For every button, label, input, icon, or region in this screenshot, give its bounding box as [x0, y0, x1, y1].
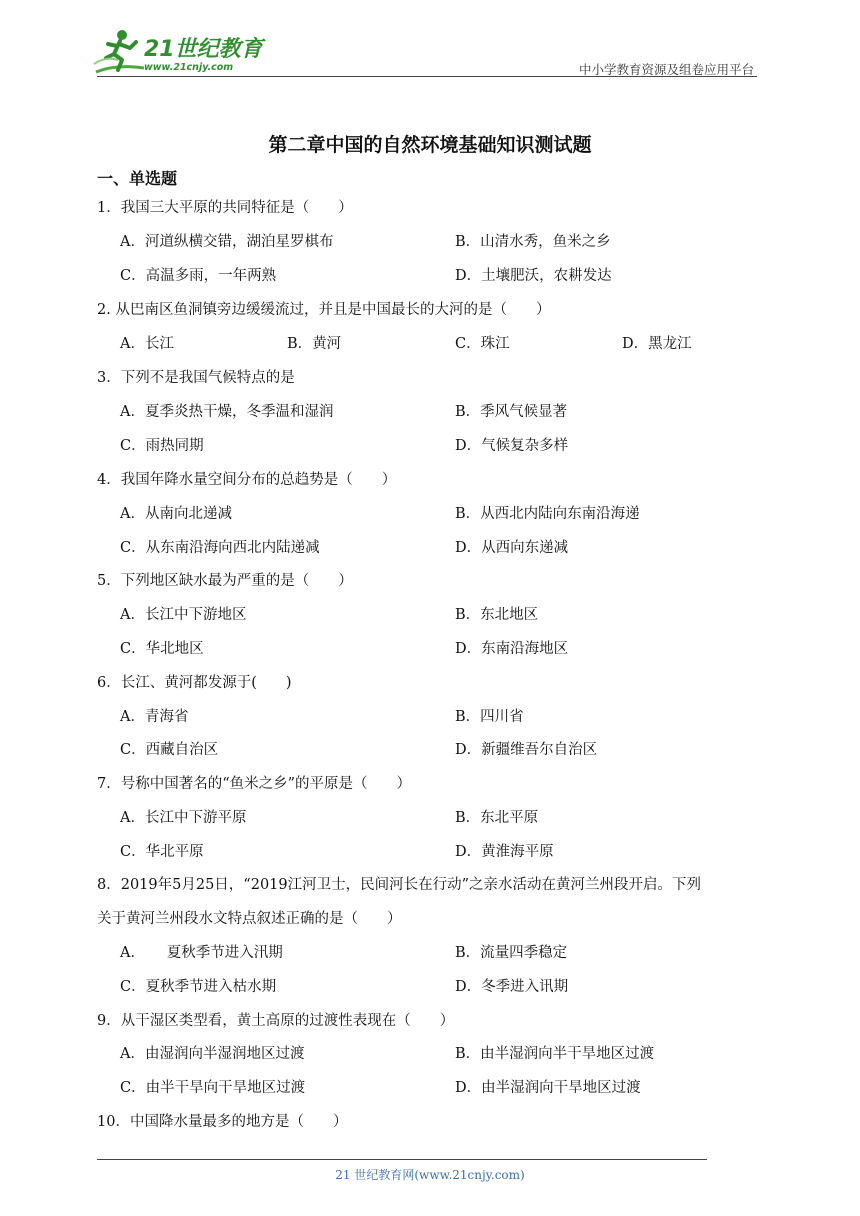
- option-d: D．气候复杂多样: [455, 438, 569, 454]
- page-footer: 21 世纪教育网(www.21cnjy.com): [335, 1168, 525, 1182]
- option-b: B．黄河: [287, 336, 342, 352]
- question-stem: 7．号称中国著名的“鱼米之乡”的平原是（ ）: [97, 776, 412, 792]
- option-c: C．西藏自治区: [120, 742, 219, 758]
- question-stem: 9．从干湿区类型看，黄土高原的过渡性表现在（ ）: [97, 1013, 455, 1029]
- option-d: D．黄淮海平原: [455, 844, 554, 860]
- option-d: D．由半湿润向干旱地区过渡: [455, 1080, 641, 1096]
- option-a: A．从南向北递减: [120, 506, 232, 522]
- site-logo: [92, 28, 272, 80]
- option-a: A．由湿润向半湿润地区过渡: [120, 1046, 305, 1062]
- question-stem-continued: 关于黄河兰州段水文特点叙述正确的是（ ）: [97, 911, 402, 927]
- platform-name: 中小学教育资源及组卷应用平台: [578, 62, 754, 77]
- question-stem: 3．下列不是我国气候特点的是: [97, 370, 295, 386]
- question-stem: 10．中国降水量最多的地方是（ ）: [97, 1114, 348, 1130]
- option-b: B．由半湿润向半干旱地区过渡: [455, 1046, 655, 1062]
- question-stem: 4．我国年降水量空间分布的总趋势是（ ）: [97, 472, 397, 488]
- option-c: C．雨热同期: [120, 438, 204, 454]
- option-d: D．冬季进入讯期: [455, 979, 569, 995]
- footer-divider: [97, 1159, 707, 1160]
- option-b: B．从西北内陆向东南沿海递: [455, 506, 640, 522]
- section-heading: 一、单选题: [97, 169, 178, 188]
- option-a: A．夏季炎热干燥，冬季温和湿润: [120, 404, 334, 420]
- logo-url: www.21cnjy.com: [144, 62, 234, 73]
- question-stem: 1．我国三大平原的共同特征是（ ）: [97, 200, 353, 216]
- option-b: B．流量四季稳定: [455, 945, 568, 961]
- option-d: D．从西向东递减: [455, 540, 569, 556]
- option-b: B．东北平原: [455, 810, 539, 826]
- option-b: B．东北地区: [455, 607, 539, 623]
- option-c: C．高温多雨，一年两熟: [120, 268, 277, 284]
- option-c: C．华北平原: [120, 844, 204, 860]
- option-c: C．珠江: [455, 336, 510, 352]
- question-stem: 5．下列地区缺水最为严重的是（ ）: [97, 573, 353, 589]
- logo-text: 21世纪教育: [144, 37, 263, 62]
- option-a: A． 夏秋季节进入汛期: [120, 945, 283, 961]
- option-c: C．由半干旱向干旱地区过渡: [120, 1080, 306, 1096]
- option-d: D．土壤肥沃，农耕发达: [455, 268, 612, 284]
- option-c: C．夏秋季节进入枯水期: [120, 979, 277, 995]
- option-b: B．四川省: [455, 709, 524, 725]
- runner-icon: [92, 28, 148, 80]
- option-d: D．新疆维吾尔自治区: [455, 742, 598, 758]
- option-a: A．河道纵横交错，湖泊星罗棋布: [120, 234, 334, 250]
- header-divider: [97, 76, 757, 77]
- option-a: A．长江中下游平原: [120, 810, 247, 826]
- option-a: A．长江: [120, 336, 174, 352]
- option-c: C．从东南沿海向西北内陆递减: [120, 540, 320, 556]
- page-header: [0, 0, 860, 100]
- option-a: A．青海省: [120, 709, 189, 725]
- question-stem: 8．2019年5月25日，“2019江河卫士，民间河长在行动”之亲水活动在黄河兰州段开启。下列: [97, 877, 702, 893]
- option-a: A．长江中下游地区: [120, 607, 247, 623]
- page-title: 第二章中国的自然环境基础知识测试题: [268, 134, 592, 156]
- question-stem: 2. 从巴南区鱼洞镇旁边缓缓流过，并且是中国最长的大河的是（ ）: [97, 302, 551, 318]
- option-d: D．东南沿海地区: [455, 641, 569, 657]
- question-stem: 6．长江、黄河都发源于( ): [97, 675, 292, 691]
- option-d: D．黑龙江: [622, 336, 692, 352]
- option-b: B．山清水秀，鱼米之乡: [455, 234, 611, 250]
- option-b: B．季风气候显著: [455, 404, 568, 420]
- option-c: C．华北地区: [120, 641, 204, 657]
